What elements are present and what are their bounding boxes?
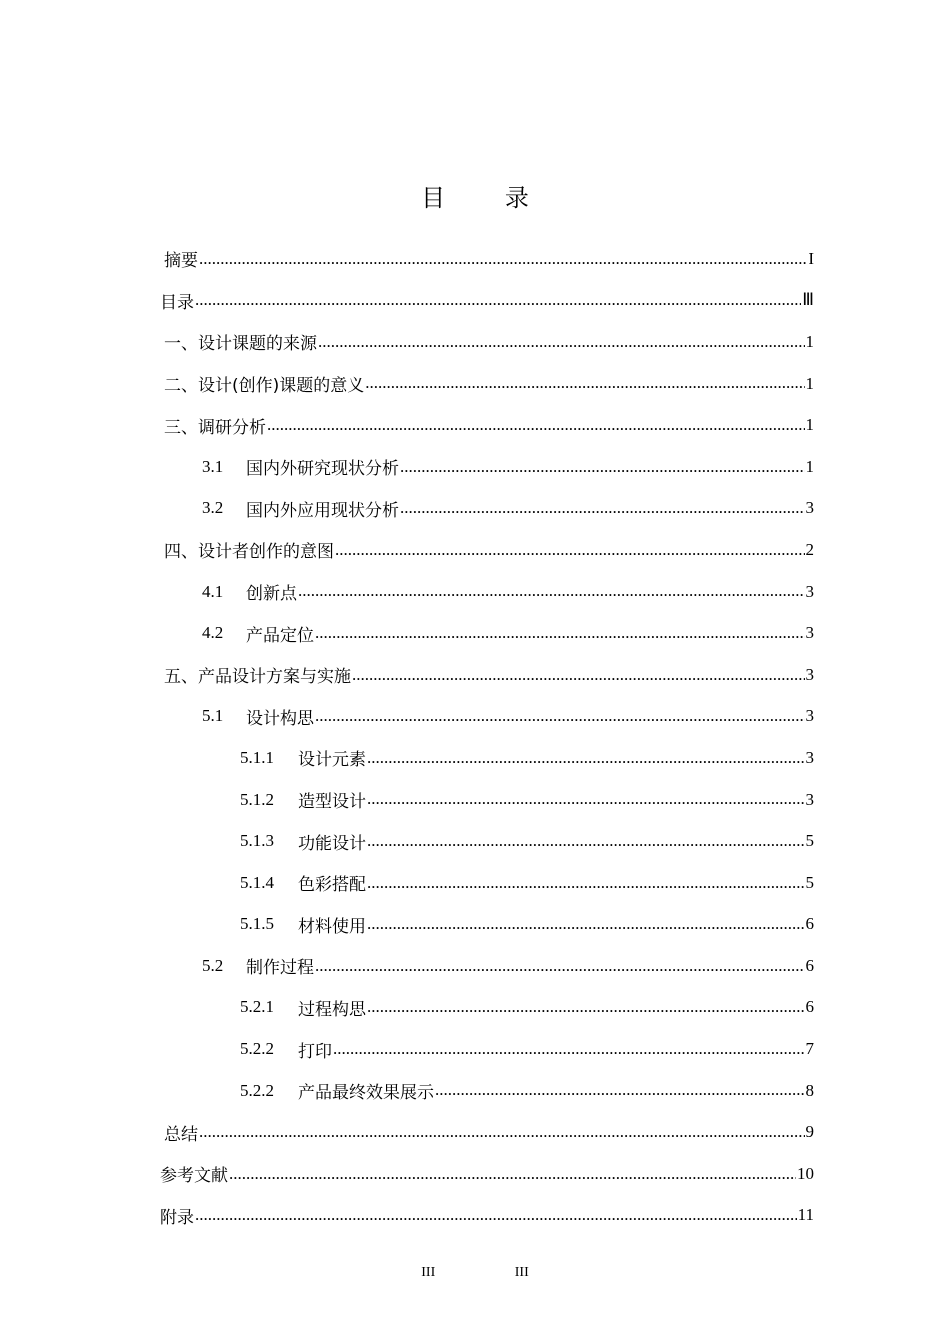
toc-entry[interactable] <box>160 404 814 446</box>
toc-entry-page: 10 <box>797 1163 814 1183</box>
toc-entry-label: 目录 <box>160 292 194 313</box>
toc-entry-number: 5.1.5 <box>240 914 274 934</box>
toc-entry-number: 5.1.3 <box>240 831 274 851</box>
toc-entry[interactable] <box>160 987 814 1029</box>
toc-entry-label: 国内外研究现状分析 <box>246 459 399 480</box>
toc-entry-label: 二、设计(创作)课题的意义 <box>164 376 365 397</box>
toc-dot-leader <box>315 706 805 726</box>
toc-entry-label: 五、产品设计方案与实施 <box>164 667 351 688</box>
toc-entry-page: 1 <box>805 456 814 476</box>
toc-entry-label: 创新点 <box>246 584 297 605</box>
toc-entry[interactable] <box>160 820 814 862</box>
toc-entry-page: Ⅲ <box>802 290 814 310</box>
toc-entry-page: 11 <box>797 1205 814 1225</box>
toc-entry-label: 总结 <box>164 1124 198 1145</box>
toc-entry-label: 参考文献 <box>160 1166 228 1187</box>
toc-entry-page: 2 <box>805 539 814 559</box>
toc-entry-page: 8 <box>805 1080 814 1100</box>
toc-entry-page: 5 <box>805 872 814 892</box>
toc-dot-leader <box>400 457 805 477</box>
toc-entry-label: 功能设计 <box>298 833 366 854</box>
toc-dot-leader <box>367 914 805 934</box>
toc-entry-page: I <box>808 248 814 268</box>
toc-entry-label: 摘要 <box>164 251 198 272</box>
toc-entry-label: 附录 <box>160 1207 194 1228</box>
toc-entry-label: 造型设计 <box>298 792 366 813</box>
toc-entry[interactable] <box>160 654 814 696</box>
toc-entry-number: 5.2 <box>202 955 224 975</box>
toc-entry-label: 三、调研分析 <box>164 417 266 438</box>
toc-entry[interactable] <box>160 1153 814 1195</box>
title-char-2: 录 <box>504 184 529 212</box>
toc-entry-page: 9 <box>805 1122 814 1142</box>
toc-entry[interactable] <box>160 363 814 405</box>
toc-entry[interactable] <box>160 321 814 363</box>
toc-dot-leader <box>352 665 805 685</box>
toc-entry-page: 1 <box>805 373 814 393</box>
toc-entry[interactable] <box>160 488 814 530</box>
footer-page-number-left: III <box>421 1265 436 1280</box>
toc-entry[interactable] <box>160 1028 814 1070</box>
toc-entry-label: 产品最终效果展示 <box>298 1083 434 1104</box>
toc-entry-label: 一、设计课题的来源 <box>164 334 317 355</box>
toc-entry-label: 制作过程 <box>246 958 314 979</box>
toc-entry[interactable] <box>160 446 814 488</box>
toc-entry[interactable] <box>160 612 814 654</box>
toc-entry-label: 国内外应用现状分析 <box>246 500 399 521</box>
toc-entry-number: 5.1 <box>202 706 224 726</box>
toc-entry-number: 5.2.2 <box>240 1039 274 1059</box>
toc-entry-page: 5 <box>805 831 814 851</box>
toc-entry[interactable] <box>160 904 814 946</box>
toc-entry[interactable] <box>160 1111 814 1153</box>
toc-entry-page: 6 <box>805 997 814 1017</box>
toc-entry-page: 1 <box>805 415 814 435</box>
toc-entry[interactable] <box>160 571 814 613</box>
toc-entry-number: 3.1 <box>202 456 224 476</box>
toc-entry-page: 1 <box>805 331 814 351</box>
toc-entry-page: 3 <box>805 498 814 518</box>
toc-entry-number: 5.1.2 <box>240 789 274 809</box>
toc-entry-page: 3 <box>805 623 814 643</box>
toc-entry-page: 3 <box>805 747 814 767</box>
page-title <box>0 178 950 213</box>
toc-dot-leader <box>315 956 805 976</box>
toc-entry-number: 5.1.4 <box>240 872 274 892</box>
toc-dot-leader <box>267 415 805 435</box>
toc-dot-leader <box>335 540 805 560</box>
footer-page-number-right: III <box>514 1265 529 1280</box>
toc-entry-page: 6 <box>805 955 814 975</box>
toc-entry[interactable] <box>160 737 814 779</box>
toc-dot-leader <box>435 1080 805 1100</box>
toc-entry[interactable] <box>160 945 814 987</box>
toc-entry-page: 3 <box>805 789 814 809</box>
toc-entry-label: 设计元素 <box>298 750 366 771</box>
toc-entry[interactable] <box>160 862 814 904</box>
toc-entry-label: 四、设计者创作的意图 <box>164 542 334 563</box>
toc-entry-page: 3 <box>805 664 814 684</box>
toc-entry[interactable] <box>160 238 814 280</box>
toc-entry-number: 5.2.2 <box>240 1080 274 1100</box>
toc-entry-label: 色彩搭配 <box>298 875 366 896</box>
toc-dot-leader <box>367 997 805 1017</box>
title-char-1: 目 <box>421 184 446 212</box>
table-of-contents <box>160 238 814 1236</box>
page-footer <box>0 1265 950 1281</box>
toc-entry-label: 材料使用 <box>298 916 366 937</box>
toc-dot-leader <box>367 873 805 893</box>
toc-entry[interactable] <box>160 529 814 571</box>
toc-entry-label: 产品定位 <box>246 625 314 646</box>
toc-dot-leader <box>229 1164 796 1184</box>
toc-dot-leader <box>195 290 801 310</box>
toc-dot-leader <box>367 831 805 851</box>
toc-dot-leader <box>315 623 805 643</box>
toc-dot-leader <box>298 581 805 601</box>
toc-entry-number: 4.1 <box>202 581 224 601</box>
toc-entry-label: 设计构思 <box>246 708 314 729</box>
toc-entry[interactable] <box>160 696 814 738</box>
toc-entry-page: 6 <box>805 914 814 934</box>
toc-entry-label: 过程构思 <box>298 999 366 1020</box>
toc-dot-leader <box>199 1122 805 1142</box>
toc-dot-leader <box>199 249 807 269</box>
toc-entry-page: 3 <box>805 706 814 726</box>
toc-entry-page: 7 <box>805 1039 814 1059</box>
toc-dot-leader <box>333 1039 805 1059</box>
toc-dot-leader <box>195 1205 797 1225</box>
toc-entry[interactable] <box>160 280 814 322</box>
toc-entry-number: 5.2.1 <box>240 997 274 1017</box>
toc-entry[interactable] <box>160 1070 814 1112</box>
toc-dot-leader <box>318 332 805 352</box>
toc-dot-leader <box>367 789 805 809</box>
toc-dot-leader <box>365 373 804 393</box>
toc-dot-leader <box>400 498 805 518</box>
toc-entry-number: 4.2 <box>202 623 224 643</box>
toc-entry-page: 3 <box>805 581 814 601</box>
toc-entry-label: 打印 <box>298 1041 332 1062</box>
toc-dot-leader <box>367 748 805 768</box>
toc-entry-number: 5.1.1 <box>240 747 274 767</box>
toc-entry-number: 3.2 <box>202 498 224 518</box>
toc-entry[interactable] <box>160 779 814 821</box>
toc-entry[interactable] <box>160 1195 814 1237</box>
